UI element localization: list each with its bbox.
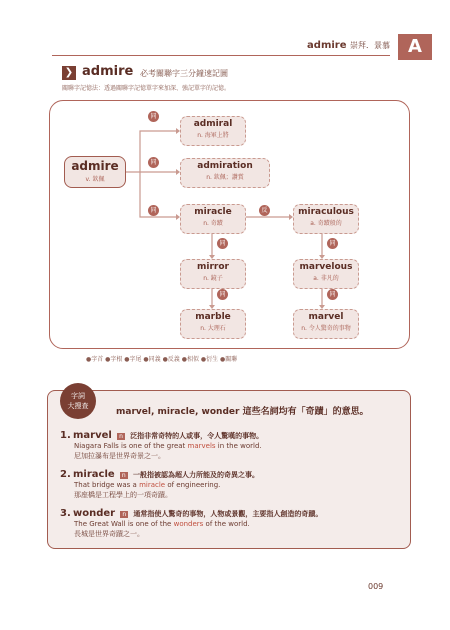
node-admiration[interactable] (180, 158, 270, 188)
relation-marker: 同 (327, 238, 338, 249)
node-meaning: n. 奇蹟 (203, 220, 223, 227)
usage-item-marvel (60, 430, 263, 461)
title-subtitle: 必考關聯字三分鐘速記圖 (140, 69, 228, 78)
node-word: marble (195, 312, 231, 322)
item-pos: n (119, 433, 123, 440)
item-word: wonder (73, 508, 116, 519)
node-marvelous[interactable] (293, 259, 359, 289)
node-marvel[interactable] (293, 309, 359, 339)
diagram-legend: ●字首 ●字根 ●字尾 ●同義 ●反義 ●相似 ●衍生 ●關聯 (86, 356, 238, 363)
relation-marker: 同 (217, 238, 228, 249)
header-word-meaning: 崇拜．景慕 (350, 41, 390, 50)
node-meaning: n. 大理石 (200, 325, 226, 332)
item-example-zh: 那座橋是工程學上的一項奇蹟。 (74, 491, 172, 499)
item-example-zh: 長城是世界奇蹟之一。 (74, 530, 144, 538)
relation-marker: 同 (327, 289, 338, 300)
page-number: 009 (368, 582, 384, 591)
node-word: miracle (194, 207, 232, 217)
relation-marker: 同 (148, 157, 159, 168)
root-word: admire (71, 159, 119, 173)
item-number: 3. (60, 508, 71, 519)
node-word: admiration (197, 161, 253, 171)
node-miraculous[interactable] (293, 204, 359, 234)
title-chevron-icon: ❯ (62, 66, 76, 80)
node-word: mirror (197, 262, 229, 272)
usage-badge (60, 383, 96, 419)
item-definition: 通常指使人驚奇的事物，人物或景觀，主要指人創造的奇蹟。 (133, 510, 323, 518)
section-letter-tab[interactable]: A (398, 34, 432, 60)
node-admiral[interactable] (180, 116, 246, 146)
relation-marker: 同 (217, 289, 228, 300)
item-example-en: That bridge was a miracle of engineering. (74, 481, 221, 489)
relation-marker: 同 (148, 111, 159, 122)
node-mirror[interactable] (180, 259, 246, 289)
relation-marker: 同 (148, 205, 159, 216)
item-definition: 一般指被認為超人力所能及的奇異之事。 (132, 471, 259, 479)
node-marble[interactable] (180, 309, 246, 339)
root-meaning: v. 欽佩 (85, 176, 105, 183)
item-number: 1. (60, 430, 71, 441)
node-meaning: n. 令人驚奇的事物 (301, 325, 351, 332)
node-meaning: n. 欽佩；讚賞 (206, 174, 244, 181)
relation-marker: 反 (259, 205, 270, 216)
root-node-admire[interactable] (64, 156, 126, 188)
item-definition: 泛指非常奇特的人或事，令人驚嘆的事物。 (130, 432, 264, 440)
node-word: marvelous (299, 262, 353, 272)
header-word-text: admire (307, 40, 347, 51)
item-example-en: Niagara Falls is one of the great marvels in the world. (74, 442, 262, 450)
item-pos: n (122, 511, 127, 518)
item-word: miracle (73, 469, 115, 480)
node-miracle[interactable] (180, 204, 246, 234)
node-meaning: a. 非凡的 (313, 275, 339, 282)
usage-question: marvel, miracle, wonder 這些名詞均有「奇蹟」的意思。 (116, 407, 369, 417)
node-word: admiral (193, 119, 233, 129)
node-word: marvel (308, 312, 344, 322)
item-number: 2. (60, 469, 71, 480)
title-word: admire (82, 64, 134, 79)
usage-item-wonder (60, 508, 322, 539)
usage-badge-text: 字詞 大搜查 (67, 392, 89, 410)
node-meaning: n. 鏡子 (203, 275, 223, 282)
node-word: miraculous (298, 207, 354, 217)
node-meaning: n. 海軍上將 (197, 132, 229, 139)
item-example-zh: 尼加拉瀑布是世界奇景之一。 (74, 452, 165, 460)
item-example-en: The Great Wall is one of the wonders of the world. (74, 520, 250, 528)
title-description: 關聯字記憶法：透過關聯字記憶單字來加深、強記單字的記憶。 (62, 85, 231, 92)
item-word: marvel (73, 430, 112, 441)
node-meaning: a. 奇蹟般的 (310, 220, 342, 227)
item-pos: n (121, 472, 126, 479)
usage-item-miracle (60, 469, 259, 500)
